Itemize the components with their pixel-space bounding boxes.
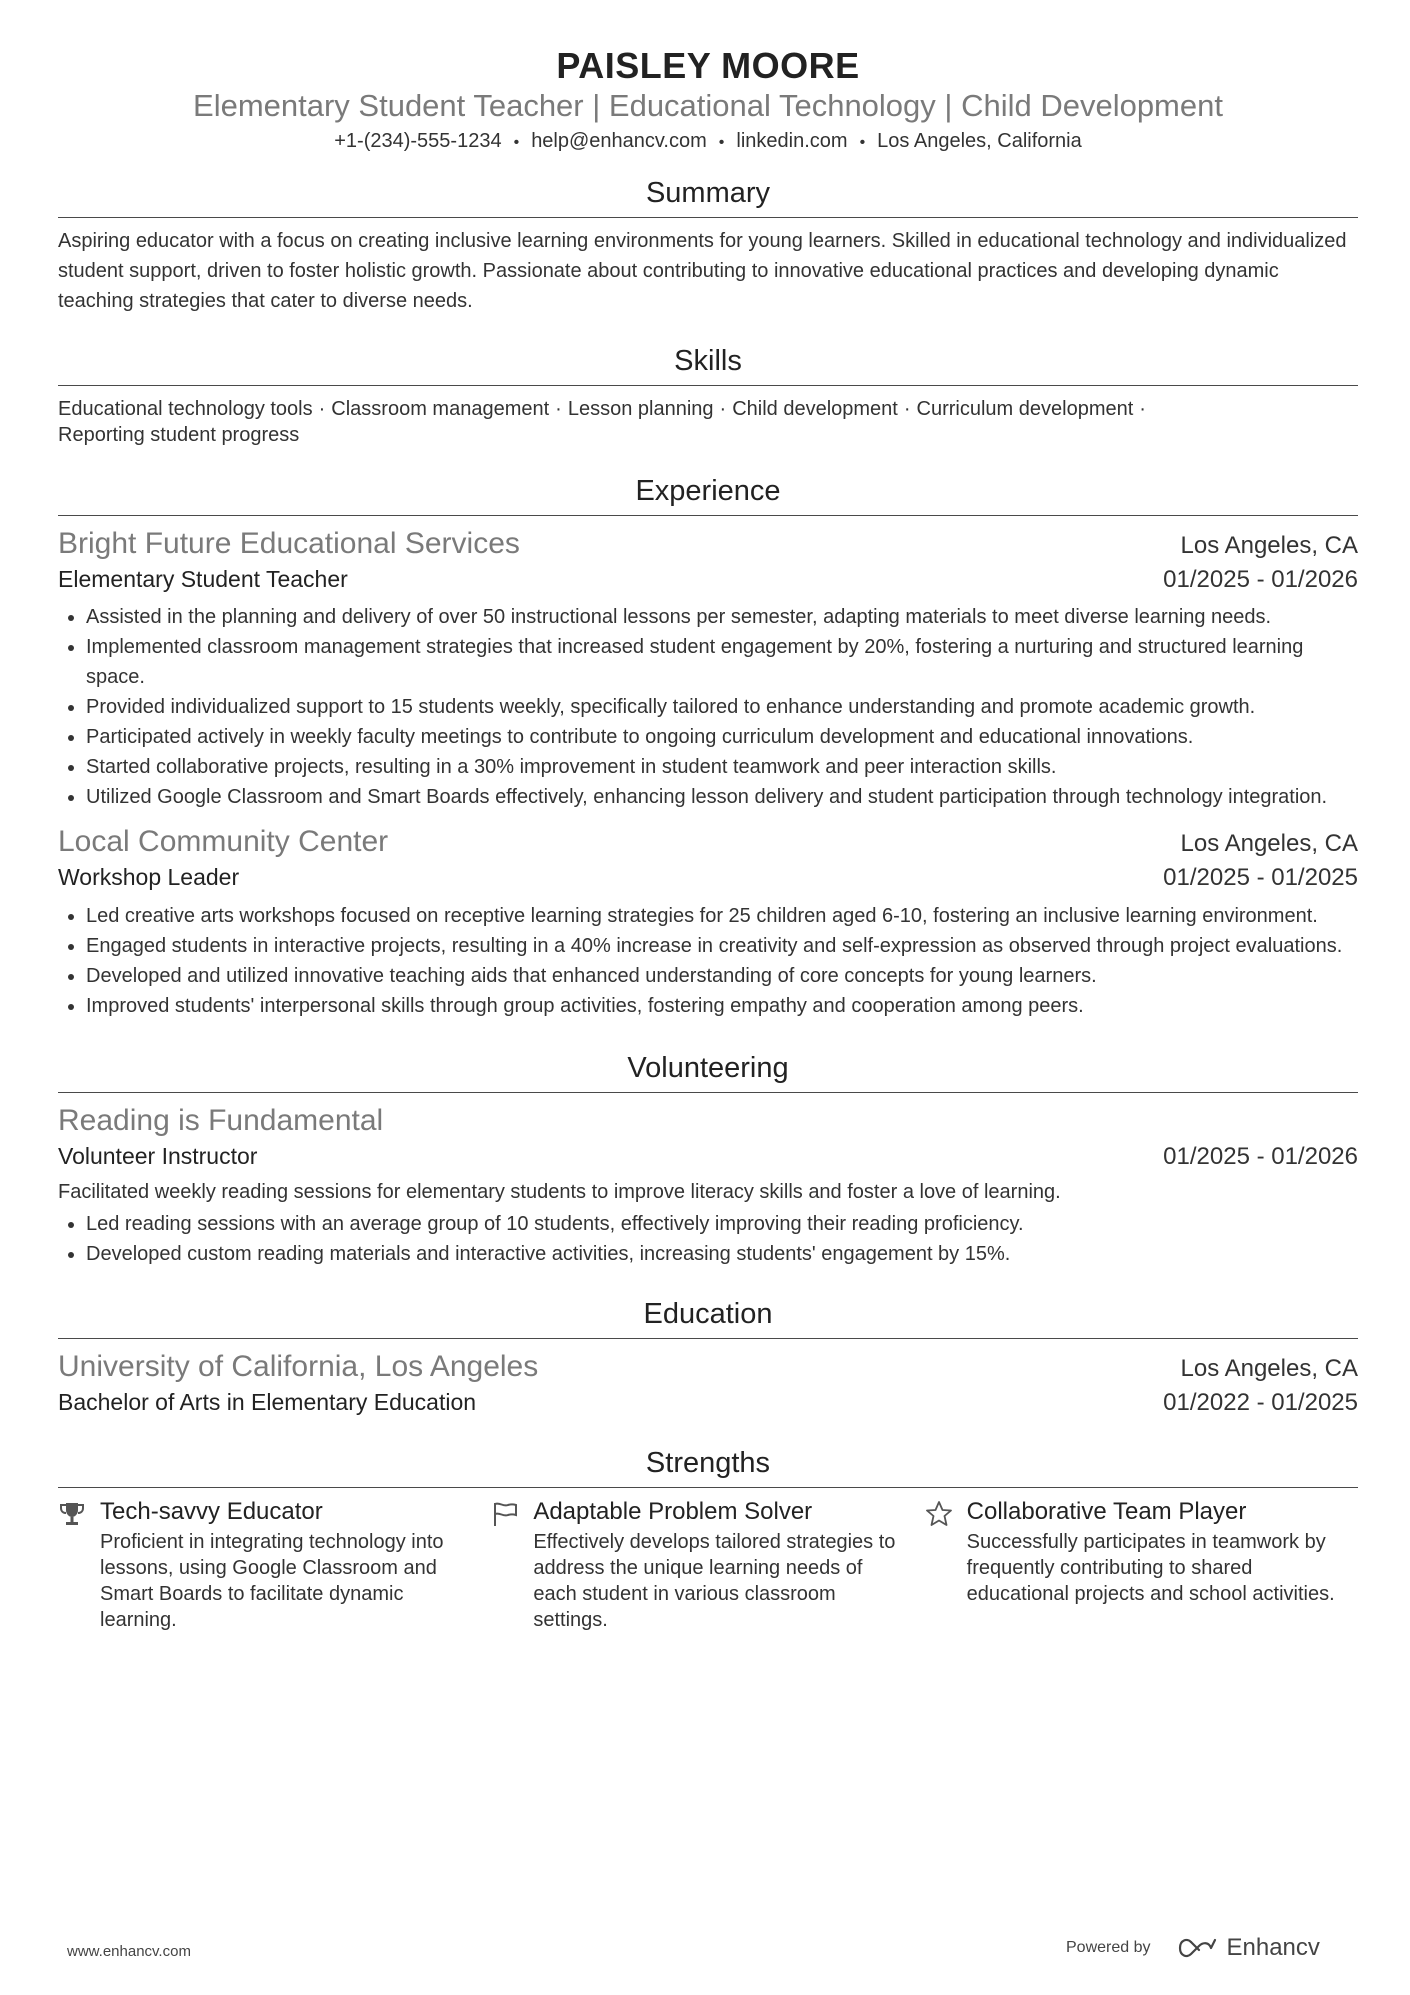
footer-website[interactable]: www.enhancv.com [67, 1943, 191, 1960]
section-title-experience: Experience [58, 474, 1358, 516]
volunteering-role: Volunteer Instructor [58, 1142, 258, 1169]
skill-item: Curriculum development [916, 397, 1134, 420]
summary-section [58, 176, 1358, 316]
contact-phone: +1-(234)-555-1234 [334, 130, 502, 153]
experience-org: Local Community Center [58, 825, 389, 859]
skills-section [58, 344, 1358, 448]
list-item: • Provided individualized support to 15 students weekly, specifically tailored to enhance understanding and promote academic growth. [86, 692, 1358, 722]
contact-line [58, 128, 1358, 154]
section-title-strengths: Strengths [58, 1446, 1358, 1488]
education-dates: 01/2022 - 01/2025 [1163, 1389, 1358, 1417]
education-entry [58, 1347, 1358, 1420]
strength-item [491, 1496, 924, 1633]
list-item: • Engaged students in interactive projects, resulting in a 40% increase in creativity and self-expression as observed through project evaluations. [86, 931, 1358, 961]
experience-dates: 01/2025 - 01/2025 [1163, 864, 1358, 892]
section-title-summary: Summary [58, 176, 1358, 218]
experience-bullets [58, 901, 1358, 1021]
experience-location: Los Angeles, CA [1180, 830, 1358, 858]
education-section [58, 1297, 1358, 1419]
trophy-icon [58, 1496, 100, 1633]
volunteering-dates: 01/2025 - 01/2026 [1163, 1142, 1358, 1170]
education-school: University of California, Los Angeles [58, 1350, 539, 1384]
summary-text: Aspiring educator with a focus on creating inclusive learning environments for young learners. Skilled in educational technology and individualized student support, driven to foster holistic growth. Passionate about contributing to innovative educational practices and developing dynamic teaching strategies that cater to diverse needs. [58, 230, 1347, 313]
experience-role: Elementary Student Teacher [58, 565, 348, 592]
education-location: Los Angeles, CA [1180, 1355, 1358, 1383]
bullet-separator: • [859, 134, 866, 152]
volunteering-entry [58, 1101, 1358, 1270]
section-title-volunteering: Volunteering [58, 1051, 1358, 1093]
list-item: • Utilized Google Classroom and Smart Boards effectively, enhancing lesson delivery and student participation through technology integration. [86, 782, 1358, 812]
skills-list: Educational technology tools · Classroom management · Lesson planning · Child development · Curriculum development · Reporting student progress [58, 397, 1146, 446]
experience-dates: 01/2025 - 01/2026 [1163, 565, 1358, 593]
list-item: • Developed custom reading materials and interactive activities, increasing students' engagement by 15%. [86, 1239, 1358, 1269]
contact-location: Los Angeles, California [877, 130, 1082, 153]
brand-name: Enhancv [1226, 1934, 1320, 1961]
experience-entry [58, 524, 1358, 813]
skill-item: Lesson planning [567, 397, 714, 420]
experience-org: Bright Future Educational Services [58, 526, 520, 560]
resume-page [58, 44, 1358, 1633]
experience-role: Workshop Leader [58, 864, 240, 891]
strength-title: Collaborative Team Player [966, 1497, 1247, 1525]
strength-description: Proficient in integrating technology into lessons, using Google Classroom and Smart Boards to facilitate dynamic learning. [100, 1530, 444, 1631]
candidate-name: PAISLEY MOORE [556, 45, 860, 86]
list-item: • Developed and utilized innovative teaching aids that enhanced understanding of core concepts for young learners. [86, 961, 1358, 991]
skill-item: Child development [732, 397, 898, 420]
volunteering-section [58, 1051, 1358, 1269]
contact-linkedin[interactable]: linkedin.com [736, 130, 848, 153]
strength-item [925, 1496, 1358, 1633]
list-item: • Implemented classroom management strategies that increased student engagement by 20%, fostering a nurturing and structured learning space. [86, 632, 1358, 692]
flag-icon [491, 1496, 533, 1633]
list-item: • Led creative arts workshops focused on receptive learning strategies for 25 children aged 6-10, fostering an inclusive learning environment. [86, 901, 1358, 931]
education-degree: Bachelor of Arts in Elementary Education [58, 1389, 477, 1416]
bullet-separator: • [718, 134, 725, 152]
strength-item [58, 1496, 491, 1633]
skill-item: Reporting student progress [58, 423, 300, 446]
brand-logo[interactable] [1177, 1934, 1320, 1962]
list-item: • Assisted in the planning and delivery of over 50 instructional lessons per semester, adapting materials to meet diverse learning needs. [86, 602, 1358, 632]
star-icon [925, 1496, 967, 1633]
volunteering-description: Facilitated weekly reading sessions for elementary students to improve literacy skills and foster a love of learning. [58, 1181, 1061, 1204]
skill-item: Educational technology tools [58, 397, 313, 420]
volunteering-bullets [58, 1209, 1358, 1269]
list-item: • Participated actively in weekly faculty meetings to contribute to ongoing curriculum development and educational innovations. [86, 722, 1358, 752]
contact-email[interactable]: help@enhancv.com [531, 130, 707, 153]
bullet-separator: • [513, 134, 520, 152]
enhancv-logo-icon [1177, 1937, 1221, 1959]
strength-title: Tech-savvy Educator [100, 1497, 323, 1525]
strength-title: Adaptable Problem Solver [533, 1497, 813, 1525]
strengths-list [58, 1496, 1358, 1633]
section-title-skills: Skills [58, 344, 1358, 386]
list-item: • Started collaborative projects, resulting in a 30% improvement in student teamwork and peer interaction skills. [86, 752, 1358, 782]
powered-by-label: Powered by [1066, 1939, 1151, 1956]
list-item: • Improved students' interpersonal skills through group activities, fostering empathy and cooperation among peers. [86, 991, 1358, 1021]
experience-section [58, 474, 1358, 1021]
skill-item: Classroom management [331, 397, 550, 420]
footer-branding [1066, 1934, 1320, 1962]
experience-entry [58, 822, 1358, 1021]
strength-description: Effectively develops tailored strategies to address the unique learning needs of each student in various classroom settings. [533, 1530, 896, 1631]
volunteering-org: Reading is Fundamental [58, 1103, 384, 1137]
experience-bullets [58, 602, 1358, 812]
list-item: • Led reading sessions with an average group of 10 students, effectively improving their reading proficiency. [86, 1209, 1358, 1239]
section-title-education: Education [58, 1297, 1358, 1339]
strengths-section [58, 1446, 1358, 1633]
strength-description: Successfully participates in teamwork by frequently contributing to shared educational projects and school activities. [966, 1530, 1335, 1605]
experience-location: Los Angeles, CA [1180, 531, 1358, 559]
candidate-tagline: Elementary Student Teacher | Educational Technology | Child Development [193, 88, 1223, 124]
